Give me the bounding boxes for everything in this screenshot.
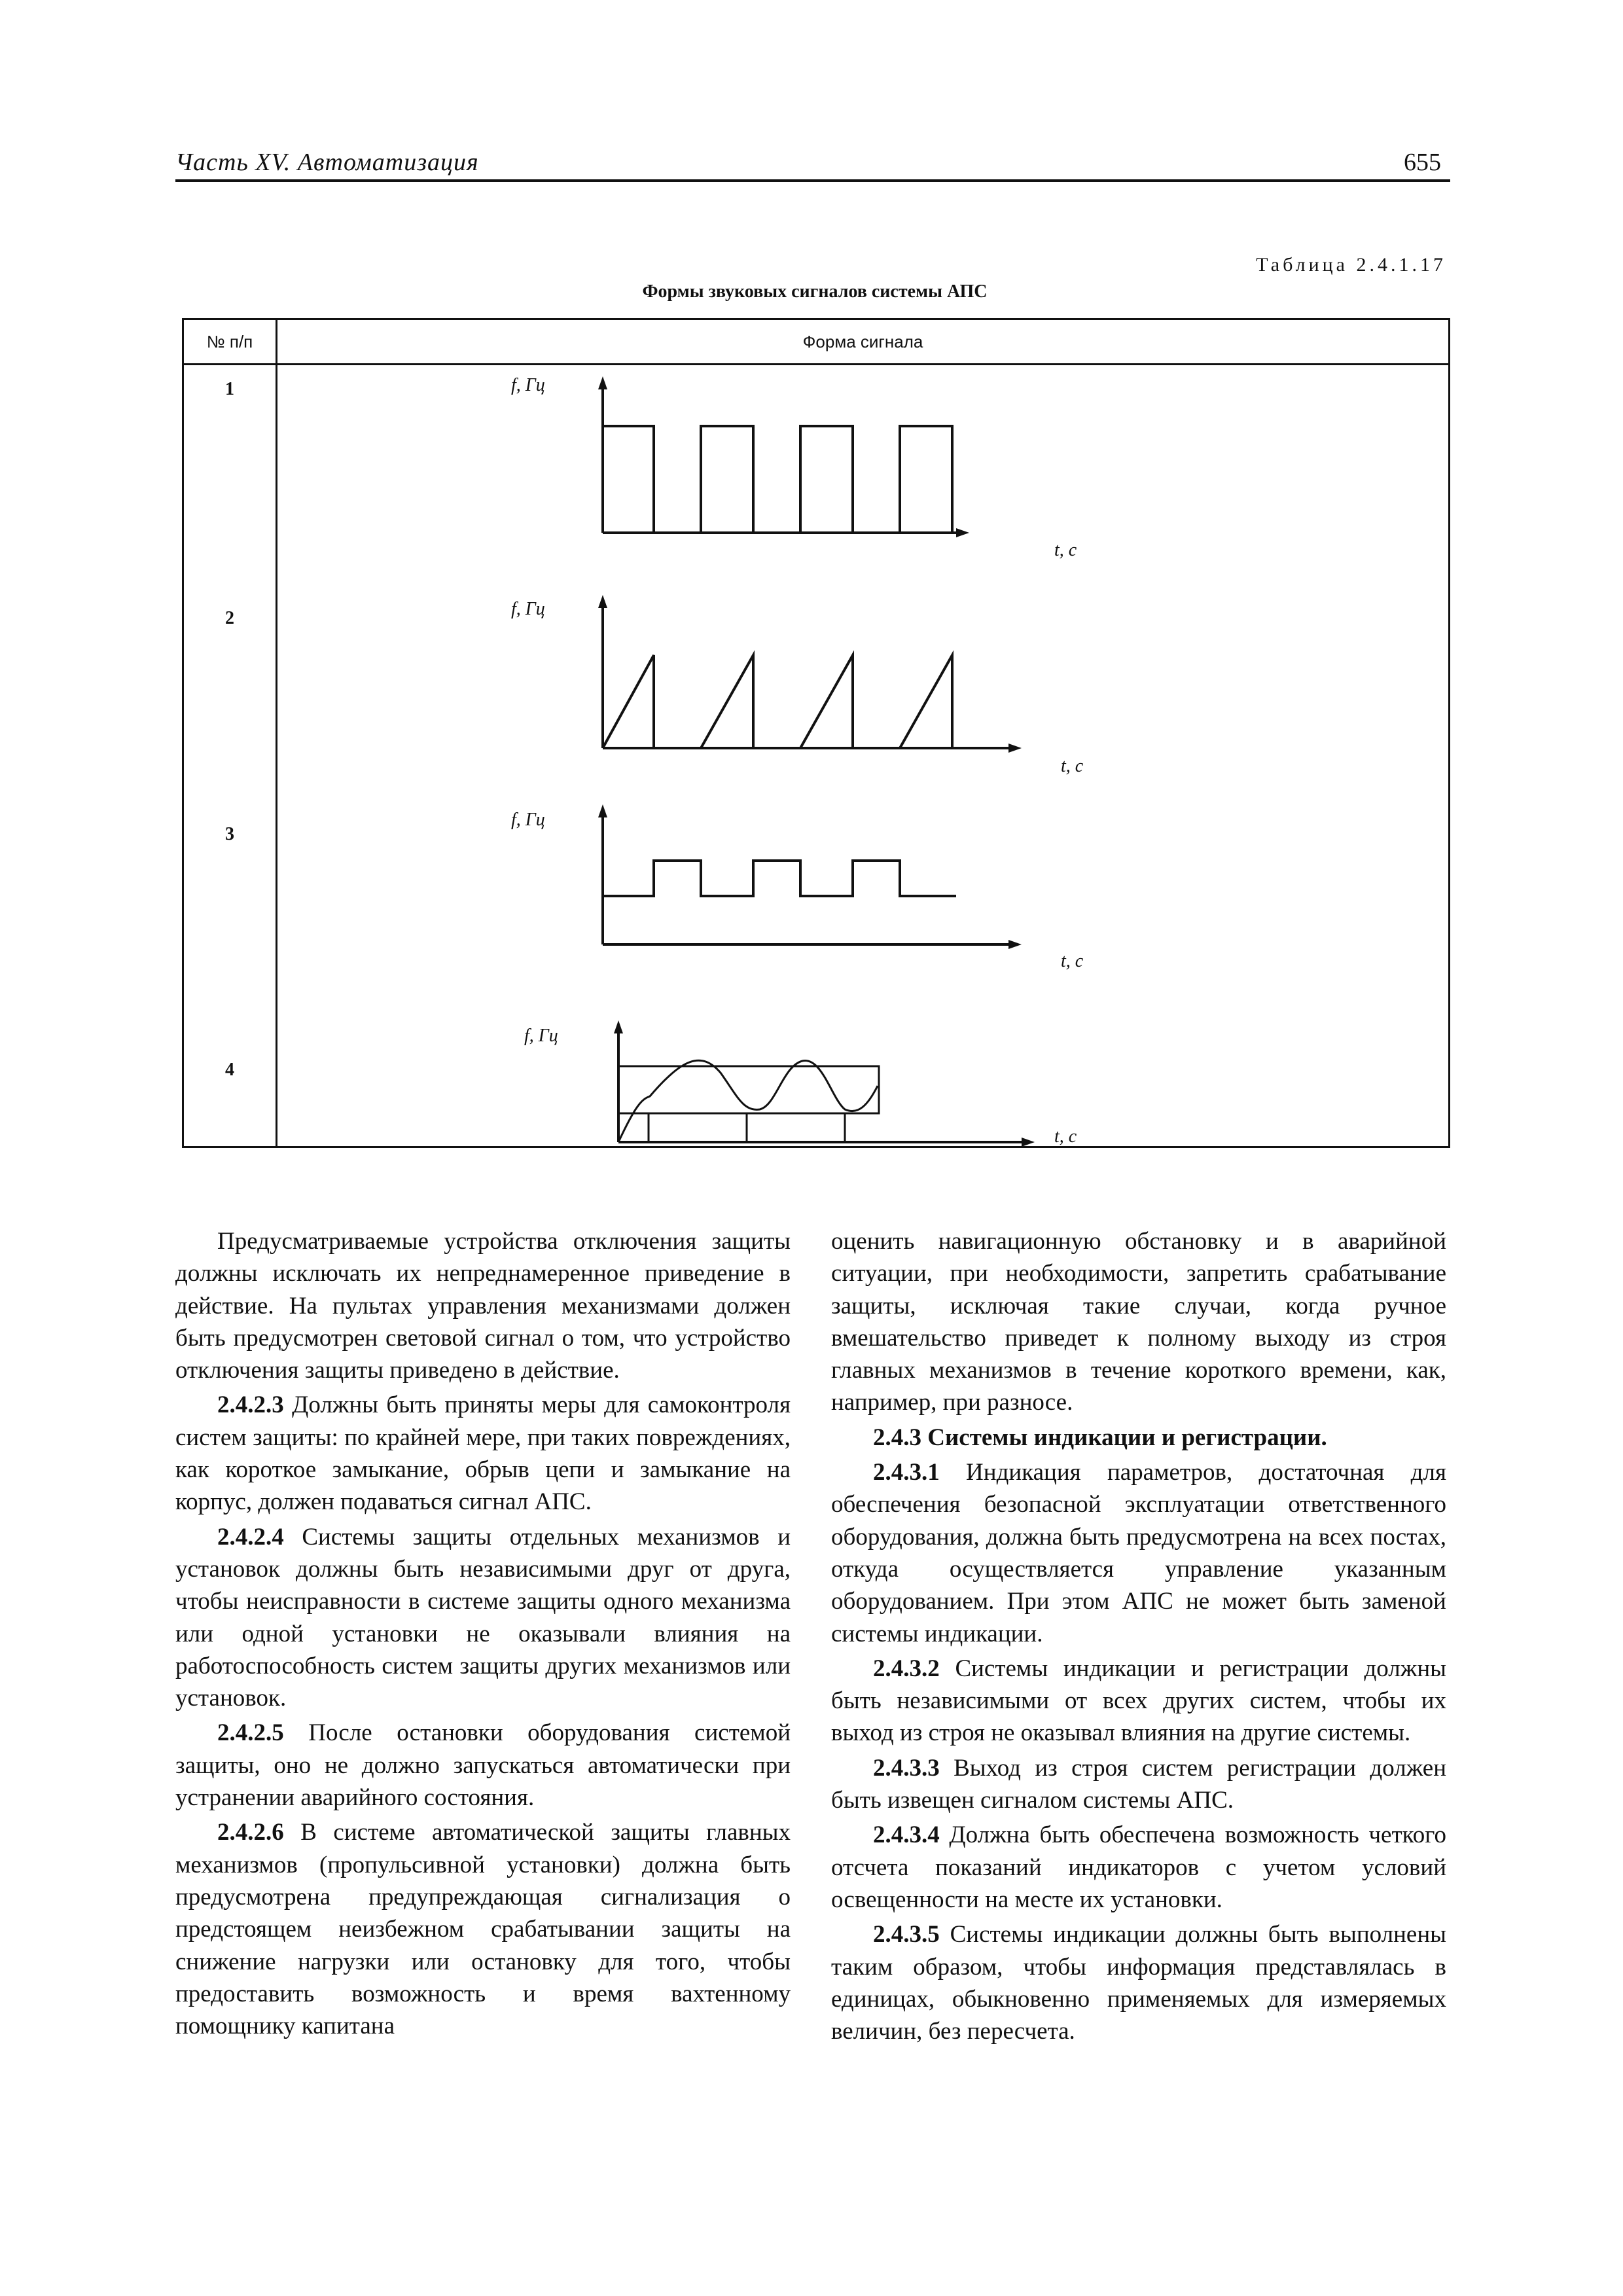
waveform-3-pulses bbox=[603, 811, 1015, 944]
heading-text: 2.4.3 Системы индикации и регистрации. bbox=[873, 1424, 1327, 1451]
table-title: Формы звуковых сигналов системы АПС bbox=[642, 281, 988, 302]
paragraph bbox=[831, 1456, 1446, 1650]
paragraph-text: Должны быть приняты меры для самоконтроля систем защиты: по крайней мере, при таких повреждениях, как короткое замыкание, обрыв цепи и замыкание на корпус, должен подаваться сигнал АПС. bbox=[175, 1391, 791, 1516]
section-heading bbox=[831, 1422, 1446, 1454]
paragraph bbox=[175, 1389, 791, 1518]
right-column bbox=[831, 1225, 1446, 2050]
row-number-4: 4 bbox=[225, 1060, 234, 1080]
waveform-1-square bbox=[603, 383, 963, 533]
paragraph-text: Предусматриваемые устройства отключения защиты должны исключать их непреднамеренное приведение в действие. На пультах управления механизмами должен быть предусмотрен световой сигнал о том, что устройство отключения защиты приведено в действие. bbox=[175, 1228, 791, 1384]
header-rule bbox=[175, 179, 1450, 182]
page-number: 655 bbox=[1404, 149, 1441, 176]
y-axis-label-2: f, Гц bbox=[511, 599, 545, 619]
waveform-4-sine bbox=[618, 1027, 1028, 1142]
paragraph bbox=[175, 1521, 791, 1715]
table-label: Таблица 2.4.1.17 bbox=[1256, 254, 1446, 276]
paragraph-text: Должна быть обеспечена возможность четкого отсчета показаний индикаторов с учетом условий освещенности на месте их установки. bbox=[831, 1821, 1447, 1913]
paragraph bbox=[831, 1918, 1446, 2047]
clause-number: 2.4.3.5 bbox=[873, 1921, 940, 1948]
clause-number: 2.4.3.2 bbox=[873, 1655, 940, 1682]
paragraph-text: оценить навигационную обстановку и в аварийной ситуации, при необходимости, запретить срабатывание защиты, исключая такие случаи, когда ручное вмешательство приведет к полному выходу из строя главных механизмов в течение короткого времени, как, например, при разносе. bbox=[831, 1228, 1446, 1416]
running-header bbox=[175, 143, 1450, 182]
paragraph-text: Системы индикации и регистрации должны быть независимыми от всех других систем, чтобы их выход из строя не оказывал влияния на другие системы. bbox=[831, 1655, 1446, 1747]
clause-number: 2.4.2.3 bbox=[217, 1391, 284, 1419]
paragraph-text: Индикация параметров, достаточная для обеспечения безопасной эксплуатации ответственного оборудования, должна быть предусмотрена на всех постах, откуда осуществляется управление указанным оборудованием. При этом АПС не может быть заменой системы индикации. bbox=[831, 1459, 1446, 1647]
x-axis-label-3: t, c bbox=[1061, 951, 1084, 971]
x-axis-label-1: t, c bbox=[1054, 540, 1077, 560]
paragraph-text: Системы защиты отдельных механизмов и установок должны быть независимыми друг от друга, чтобы неисправности в системе защиты одного механизма или одной установки не оказывали влияния на работоспособность систем защиты других механизмов или установок. bbox=[175, 1523, 791, 1712]
left-column bbox=[175, 1225, 791, 2045]
clause-number: 2.4.2.6 bbox=[217, 1819, 284, 1846]
paragraph-text: Выход из строя систем регистрации должен быть извещен сигналом системы АПС. bbox=[831, 1754, 1446, 1814]
paragraph bbox=[831, 1752, 1446, 1817]
clause-number: 2.4.2.5 bbox=[217, 1719, 284, 1747]
row-number-1: 1 bbox=[225, 379, 234, 399]
paragraph bbox=[175, 1816, 791, 2042]
paragraph bbox=[175, 1717, 791, 1814]
waveform-2-sawtooth bbox=[603, 601, 1015, 748]
column-header-number: № п/п bbox=[206, 332, 253, 351]
paragraph bbox=[831, 1653, 1446, 1749]
clause-number: 2.4.3.3 bbox=[873, 1754, 940, 1782]
x-axis-label-2: t, c bbox=[1061, 756, 1084, 776]
clause-number: 2.4.2.4 bbox=[217, 1523, 284, 1551]
paragraph bbox=[831, 1819, 1446, 1916]
row-number-2: 2 bbox=[225, 608, 234, 628]
row-number-3: 3 bbox=[225, 824, 234, 844]
x-axis-label-4: t, c bbox=[1054, 1126, 1077, 1146]
section-title: Часть XV. Автоматизация bbox=[175, 149, 479, 176]
paragraph-text: Системы индикации должны быть выполнены таким образом, чтобы информация представлялась в единицах, обыкновенно применяемых для измеряемых величин, без пересчета. bbox=[831, 1921, 1447, 2045]
paragraph bbox=[175, 1225, 791, 1386]
signal-table bbox=[182, 318, 1450, 1148]
column-header-form: Форма сигнала bbox=[802, 332, 923, 351]
clause-number: 2.4.3.4 bbox=[873, 1821, 940, 1849]
paragraph bbox=[831, 1225, 1446, 1419]
paragraph-text: В системе автоматической защиты главных механизмов (пропульсивной установки) должна быть предусмотрена предупреждающая сигнализация о предстоящем неизбежном срабатывании защиты на снижение нагрузки или остановку для того, чтобы предоставить возможность и время вахтенному помощнику капитана bbox=[175, 1819, 791, 2040]
signal-waveforms bbox=[184, 320, 1448, 1146]
y-axis-label-3: f, Гц bbox=[511, 810, 545, 830]
paragraph-text: После остановки оборудования системой защиты, оно не должно запускаться автоматически при устранении аварийного состояния. bbox=[175, 1719, 791, 1812]
y-axis-label-1: f, Гц bbox=[511, 375, 545, 395]
y-axis-label-4: f, Гц bbox=[524, 1026, 558, 1046]
clause-number: 2.4.3.1 bbox=[873, 1459, 940, 1486]
